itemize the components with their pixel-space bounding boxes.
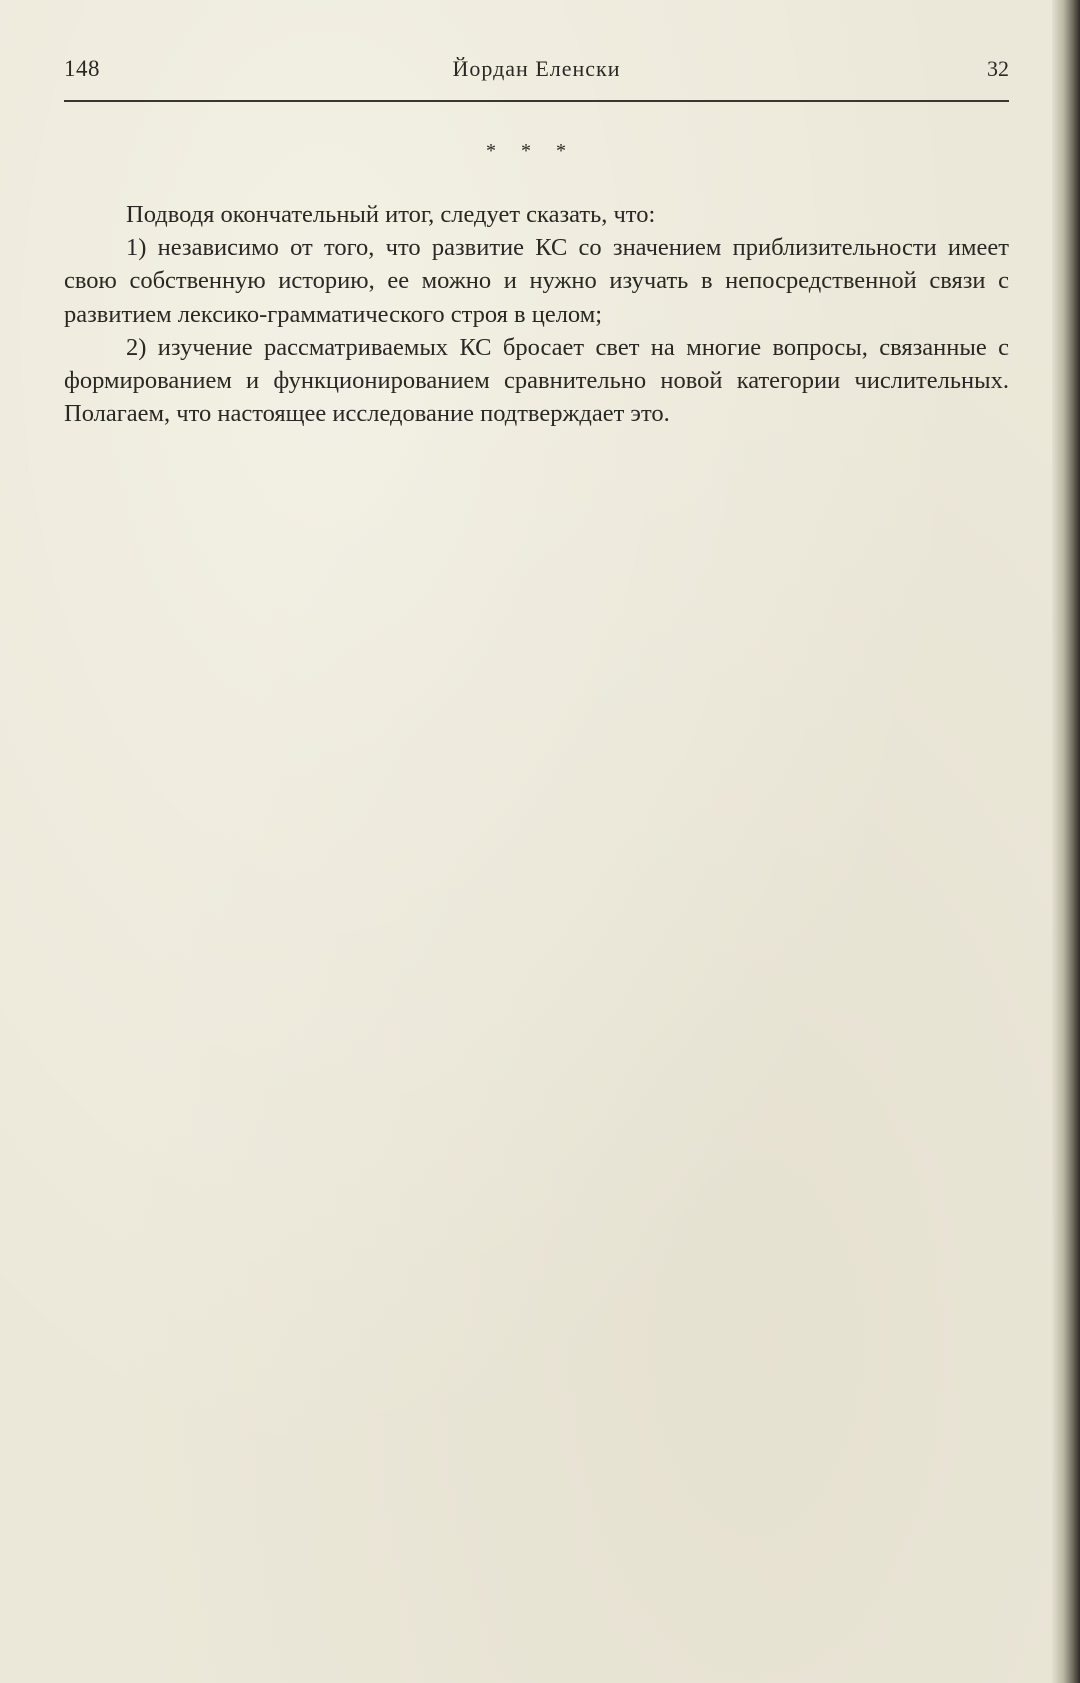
header-rule xyxy=(64,100,1009,102)
book-spine-shadow xyxy=(1052,0,1080,1683)
section-number: 32 xyxy=(987,56,1009,81)
body-text xyxy=(64,198,1009,430)
paragraph-summary-intro: Подводя окончательный итог, следует сказать, что: xyxy=(126,201,656,228)
running-title: Йордан Еленски xyxy=(452,56,621,81)
running-head xyxy=(64,56,1009,96)
page-number: 148 xyxy=(64,56,100,81)
section-divider: * * * xyxy=(486,140,576,162)
paragraph-point-2: 2) изучение рассматриваемых КС бросает свет на многие вопросы, связанные с формированием и функционированием сравнительно новой категории числительных. Полагаем, что настоящее исследование подтверждает это. xyxy=(64,333,1009,428)
paragraph-point-1: 1) независимо от того, что развитие КС со значением приблизительности имеет свою собственную историю, ее можно и нужно изучать в непосредственной связи с развитием лексико-грамматического строя в целом; xyxy=(64,234,1009,328)
